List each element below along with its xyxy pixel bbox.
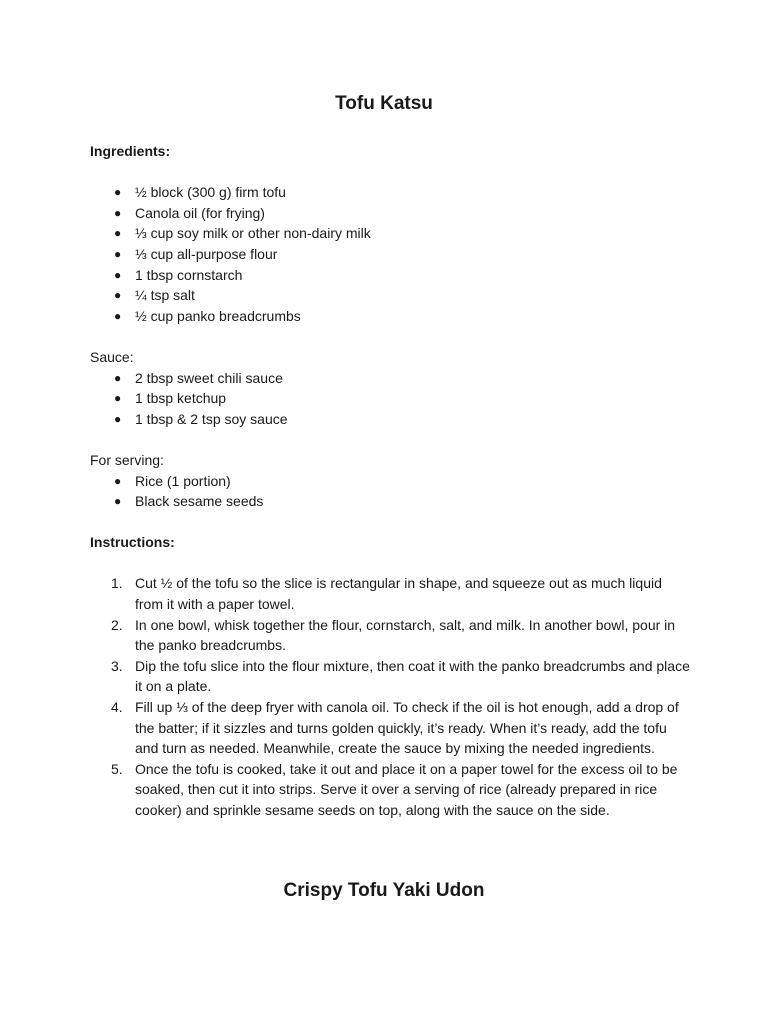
- bullet-icon: ●: [114, 494, 122, 509]
- bullet-icon: ●: [114, 473, 122, 488]
- list-item: 4. Fill up ⅓ of the deep fryer with canola oil. To check if the oil is hot enough, add a drop of the batter; if it sizzles and turns golden quickly, it’s ready. When it’s ready, add the tofu and turn as needed. Meanwhile, create the sauce by mixing the needed ingredients.: [111, 699, 679, 757]
- bullet-icon: ●: [114, 288, 122, 303]
- recipe-title: Tofu Katsu: [335, 93, 433, 114]
- serving-list: [90, 471, 690, 512]
- list-item: ● ½ cup panko breadcrumbs: [90, 306, 690, 327]
- bullet-icon: ●: [114, 226, 122, 241]
- step-number: 1.: [111, 575, 123, 592]
- step-number: 4.: [111, 699, 123, 716]
- list-item: ● 1 tbsp cornstarch: [90, 265, 690, 286]
- recipe-title-2: Crispy Tofu Yaki Udon: [283, 880, 485, 901]
- list-item: ● Canola oil (for frying): [90, 203, 690, 224]
- list-item: ● ½ block (300 g) firm tofu: [90, 182, 690, 203]
- list-item: ● Rice (1 portion): [90, 471, 690, 492]
- recipe-content: [90, 141, 690, 821]
- list-item: ● ¼ tsp salt: [90, 285, 690, 306]
- list-item: ● 1 tbsp & 2 tsp soy sauce: [90, 409, 690, 430]
- list-item: ● 2 tbsp sweet chili sauce: [90, 368, 690, 389]
- bullet-icon: ●: [114, 391, 122, 406]
- bullet-icon: ●: [114, 185, 122, 200]
- step-number: 3.: [111, 657, 123, 674]
- sauce-list: [90, 368, 690, 430]
- ingredients-list: [90, 182, 690, 326]
- bullet-icon: ●: [114, 205, 122, 220]
- bullet-icon: ●: [114, 246, 122, 261]
- instructions-heading: Instructions:: [90, 534, 175, 551]
- bullet-icon: ●: [114, 411, 122, 426]
- list-item: 5. Once the tofu is cooked, take it out and place it on a paper towel for the excess oil to be soaked, then cut it into strips. Serve it over a serving of rice (already prepared in rice cooker) and sprinkle sesame seeds on top, along with the sauce on the side.: [111, 760, 678, 818]
- list-item: ● ⅓ cup soy milk or other non-dairy milk: [90, 223, 690, 244]
- list-item: 3. Dip the tofu slice into the flour mixture, then coat it with the panko breadcrumbs and place it on a plate.: [111, 657, 690, 695]
- list-item: ● 1 tbsp ketchup: [90, 388, 690, 409]
- step-number: 5.: [111, 760, 123, 777]
- list-item: 1. Cut ½ of the tofu so the slice is rectangular in shape, and squeeze out as much liquid from it with a paper towel.: [111, 575, 662, 613]
- step-number: 2.: [111, 616, 123, 633]
- bullet-icon: ●: [114, 267, 122, 282]
- serving-heading: For serving:: [90, 451, 164, 468]
- list-item: ● ⅓ cup all-purpose flour: [90, 244, 690, 265]
- sauce-heading: Sauce:: [90, 348, 134, 365]
- ingredients-heading: Ingredients:: [90, 143, 171, 159]
- bullet-icon: ●: [114, 308, 122, 323]
- bullet-icon: ●: [114, 370, 122, 385]
- list-item: ● Black sesame seeds: [90, 491, 690, 512]
- list-item: 2. In one bowl, whisk together the flour, cornstarch, salt, and milk. In another bowl, pour in the panko breadcrumbs.: [111, 616, 676, 654]
- instructions-list: [90, 573, 690, 820]
